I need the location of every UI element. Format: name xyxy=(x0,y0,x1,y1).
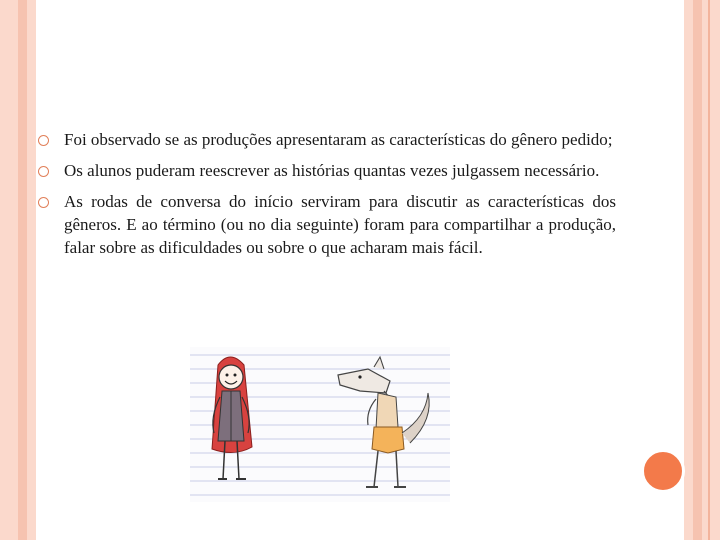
right-border-line xyxy=(708,0,710,540)
left-decorative-border xyxy=(0,0,36,540)
bullet-text: Foi observado se as produções apresentaram as características do gênero pedido; xyxy=(64,130,613,149)
bullet-circle-icon xyxy=(38,166,49,177)
bullet-item xyxy=(36,159,616,182)
bullet-list xyxy=(36,128,616,267)
child-drawing-image xyxy=(190,347,450,502)
bullet-circle-icon xyxy=(38,197,49,208)
left-border-stripe xyxy=(18,0,27,540)
bullet-text: As rodas de conversa do início serviram para discutir as características dos gêneros. E ao término (ou no dia seguinte) foram para compartilhar a produção, falar sobre as dificuldades ou sobre o que acharam mais fácil. xyxy=(64,192,616,257)
bullet-text: Os alunos puderam reescrever as histórias quantas vezes julgassem necessário. xyxy=(64,161,600,180)
decorative-orange-circle xyxy=(641,449,685,493)
right-decorative-border xyxy=(684,0,720,540)
bullet-item xyxy=(36,128,616,151)
bullet-item xyxy=(36,190,616,259)
bullet-circle-icon xyxy=(38,135,49,146)
right-border-stripe xyxy=(693,0,702,540)
